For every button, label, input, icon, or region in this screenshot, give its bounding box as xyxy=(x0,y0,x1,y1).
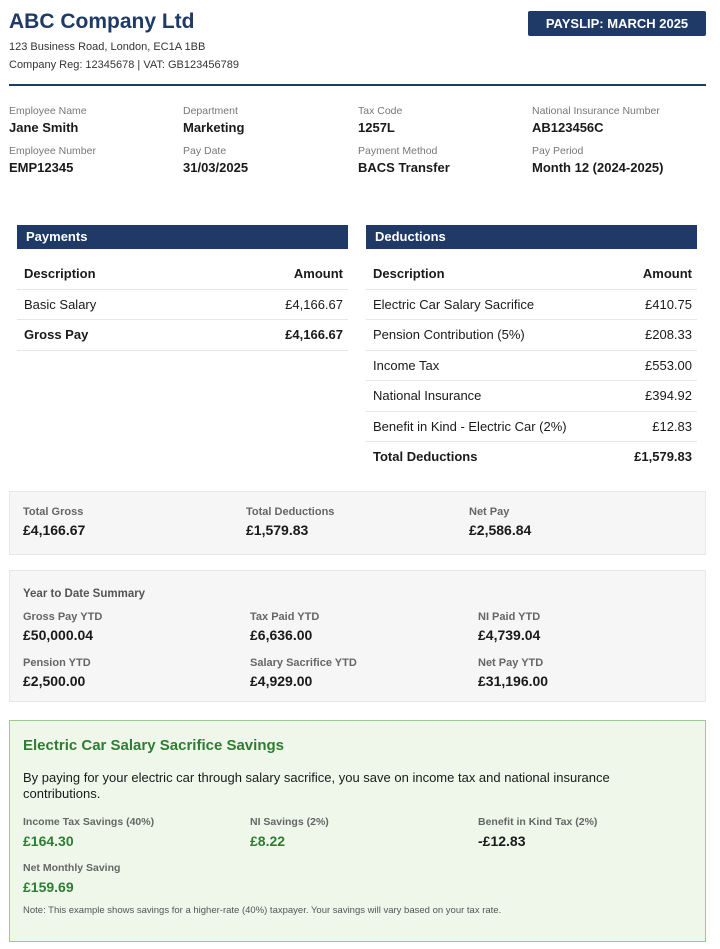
gross-pay-ytd-value: £50,000.04 xyxy=(23,627,94,643)
row-description: Income Tax xyxy=(373,357,440,373)
employee-name-label: Employee Name xyxy=(9,105,87,117)
total-deductions-summary-label: Total Deductions xyxy=(246,506,335,518)
total-deductions-stat xyxy=(246,506,334,539)
salary-sacrifice-savings-panel xyxy=(9,720,706,942)
employee-name-field xyxy=(9,105,87,136)
deductions-col-description: Description xyxy=(373,266,445,281)
net-pay-ytd-stat xyxy=(478,657,548,690)
row-amount: £4,166.67 xyxy=(285,296,343,312)
tax-code-label: Tax Code xyxy=(358,105,403,117)
net-monthly-saving-label: Net Monthly Saving xyxy=(23,862,121,874)
ni-savings-label: NI Savings (2%) xyxy=(250,816,329,828)
salary-sacrifice-ytd-stat xyxy=(250,657,357,690)
deductions-table xyxy=(366,259,697,473)
tax-paid-ytd-value: £6,636.00 xyxy=(250,627,313,643)
ni-number-label: National Insurance Number xyxy=(532,105,660,117)
net-pay-ytd-value: £31,196.00 xyxy=(478,673,549,689)
salary-sacrifice-ytd-value: £4,929.00 xyxy=(250,673,313,689)
table-row xyxy=(366,290,697,321)
row-amount: £410.75 xyxy=(645,296,692,312)
department-value: Marketing xyxy=(183,120,245,135)
pay-date-value: 31/03/2025 xyxy=(183,160,249,175)
row-description: Benefit in Kind - Electric Car (2%) xyxy=(373,418,567,434)
row-amount: £394.92 xyxy=(645,388,692,403)
net-pay-value: £2,586.84 xyxy=(469,522,532,538)
gross-pay-amount: £4,166.67 xyxy=(285,327,343,342)
pay-date-field xyxy=(183,145,248,176)
employee-name-value: Jane Smith xyxy=(9,120,79,135)
income-tax-savings-value: £164.30 xyxy=(23,833,74,849)
net-pay-ytd-label: Net Pay YTD xyxy=(478,657,544,669)
row-amount: £12.83 xyxy=(652,418,692,434)
row-amount: £553.00 xyxy=(645,357,692,373)
table-row xyxy=(366,351,697,382)
ni-paid-ytd-stat xyxy=(478,611,540,644)
ni-paid-ytd-value: £4,739.04 xyxy=(478,627,541,643)
tax-code-field xyxy=(358,105,402,136)
pay-period-field xyxy=(532,145,664,176)
total-gross-label: Total Gross xyxy=(23,506,84,518)
ni-paid-ytd-label: NI Paid YTD xyxy=(478,611,541,623)
payment-method-field xyxy=(358,145,450,176)
employee-number-field xyxy=(9,145,96,176)
tax-paid-ytd-label: Tax Paid YTD xyxy=(250,611,320,623)
company-address: 123 Business Road, London, EC1A 1BB xyxy=(9,41,206,53)
table-row xyxy=(366,412,697,443)
ni-savings-stat xyxy=(250,816,329,850)
deductions-table-head xyxy=(366,259,697,290)
total-deductions-label: Total Deductions xyxy=(373,449,478,464)
ytd-title: Year to Date Summary xyxy=(23,588,146,600)
net-monthly-saving-value: £159.69 xyxy=(23,879,74,895)
net-pay-label: Net Pay xyxy=(469,506,510,518)
salary-sacrifice-ytd-label: Salary Sacrifice YTD xyxy=(250,657,357,669)
table-row xyxy=(17,290,348,321)
income-tax-savings-stat xyxy=(23,816,154,850)
gross-pay-label: Gross Pay xyxy=(24,327,89,342)
table-row xyxy=(366,381,697,412)
ni-number-field xyxy=(532,105,660,136)
row-description: National Insurance xyxy=(373,388,482,403)
total-gross-value: £4,166.67 xyxy=(23,522,86,538)
bik-tax-stat xyxy=(478,816,597,850)
row-amount: £208.33 xyxy=(645,327,692,342)
payments-table xyxy=(17,259,348,351)
deductions-col-amount: Amount xyxy=(642,266,692,281)
total-deductions-summary-value: £1,579.83 xyxy=(246,522,309,538)
net-pay-stat xyxy=(469,506,531,539)
row-description: Electric Car Salary Sacrifice xyxy=(373,296,535,312)
company-name: ABC Company Ltd xyxy=(9,10,195,33)
ni-number-value: AB123456C xyxy=(532,120,604,135)
savings-note: Note: This example shows savings for a higher-rate (40%) taxpayer. Your savings will vary based on your tax rate. xyxy=(23,905,502,916)
row-description: Pension Contribution (5%) xyxy=(373,327,525,342)
bik-tax-value: -£12.83 xyxy=(478,833,526,849)
payment-method-label: Payment Method xyxy=(358,145,438,157)
pay-period-value: Month 12 (2024-2025) xyxy=(532,160,664,175)
payments-col-amount: Amount xyxy=(293,266,343,281)
gross-pay-row xyxy=(17,320,348,351)
ni-savings-value: £8.22 xyxy=(250,833,286,849)
pension-ytd-stat xyxy=(23,657,91,690)
pension-ytd-label: Pension YTD xyxy=(23,657,91,669)
tax-code-value: 1257L xyxy=(358,120,395,135)
ytd-summary xyxy=(9,570,706,702)
employee-number-label: Employee Number xyxy=(9,145,96,157)
table-row xyxy=(366,320,697,351)
bik-tax-label: Benefit in Kind Tax (2%) xyxy=(478,816,598,828)
department-field xyxy=(183,105,244,136)
pay-period-label: Pay Period xyxy=(532,145,584,157)
company-registration: Company Reg: 12345678 | VAT: GB123456789 xyxy=(9,59,239,71)
payments-header: Payments xyxy=(17,225,348,249)
employee-number-value: EMP12345 xyxy=(9,160,74,175)
tax-paid-ytd-stat xyxy=(250,611,319,644)
savings-description: By paying for your electric car through salary sacrifice, you save on income tax and national insurance contributions. xyxy=(23,770,610,801)
net-monthly-saving-stat xyxy=(23,862,120,896)
row-description: Basic Salary xyxy=(24,296,97,312)
payment-method-value: BACS Transfer xyxy=(358,160,450,175)
payslip-period-badge: PAYSLIP: MARCH 2025 xyxy=(528,11,706,36)
gross-pay-ytd-stat xyxy=(23,611,102,644)
pension-ytd-value: £2,500.00 xyxy=(23,673,86,689)
header-divider xyxy=(9,84,706,86)
total-deductions-row xyxy=(366,442,697,473)
payments-table-head xyxy=(17,259,348,290)
pay-date-label: Pay Date xyxy=(183,145,227,157)
total-deductions-amount: £1,579.83 xyxy=(634,449,692,464)
payments-col-description: Description xyxy=(24,266,96,281)
gross-pay-ytd-label: Gross Pay YTD xyxy=(23,611,103,623)
department-label: Department xyxy=(183,105,238,117)
income-tax-savings-label: Income Tax Savings (40%) xyxy=(23,816,155,828)
deductions-header: Deductions xyxy=(366,225,697,249)
total-gross-stat xyxy=(23,506,85,539)
savings-title: Electric Car Salary Sacrifice Savings xyxy=(23,737,284,754)
totals-summary xyxy=(9,491,706,555)
